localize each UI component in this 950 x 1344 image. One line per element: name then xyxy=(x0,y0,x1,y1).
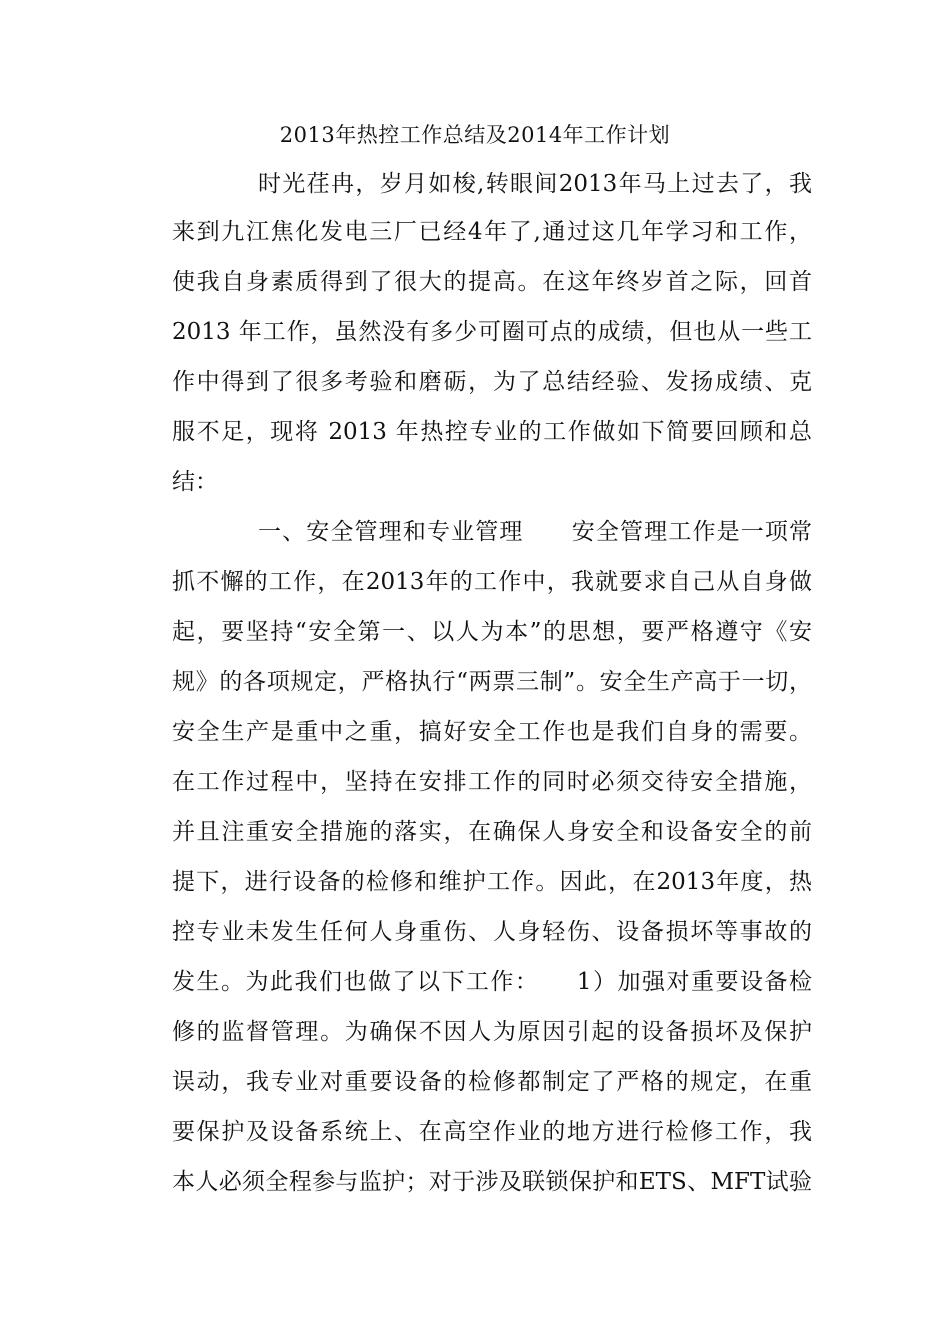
body-line: 2013 年工作，虽然没有多少可圈可点的成绩，但也从一些工 xyxy=(172,319,812,345)
body-line: 起，要坚持“安全第一、以人为本”的思想，要严格遵守《安 xyxy=(172,619,812,645)
body-line: 修的监督管理。为确保不因人为原因引起的设备损坏及保护 xyxy=(172,1019,812,1045)
body-line: 规》的各项规定，严格执行“两票三制”。安全生产高于一切， xyxy=(172,669,812,695)
body-line: 提下，进行设备的检修和维护工作。因此，在2013年度，热 xyxy=(172,869,812,895)
body-line: 结： xyxy=(172,469,218,495)
body-line: 安全生产是重中之重，搞好安全工作也是我们自身的需要。 xyxy=(172,719,812,745)
body-line: 服不足，现将 2013 年热控专业的工作做如下简要回顾和总 xyxy=(172,419,812,445)
body-line: 误动，我专业对重要设备的检修都制定了严格的规定，在重 xyxy=(172,1069,812,1095)
body-line: 在工作过程中，坚持在安排工作的同时必须交待安全措施， xyxy=(172,769,812,795)
body-line: 时光荏冉，岁月如梭,转眼间2013年马上过去了，我 xyxy=(258,171,812,197)
body-line: 来到九江焦化发电三厂已经4年了,通过这几年学习和工作， xyxy=(172,219,812,245)
body-line: 本人必须全程参与监护；对于涉及联锁保护和ETS、MFT试验 xyxy=(172,1169,812,1195)
document-title: 2013年热控工作总结及2014年工作计划 xyxy=(279,123,671,147)
body-line: 使我自身素质得到了很大的提高。在这年终岁首之际，回首 xyxy=(172,269,812,295)
section-heading-line: 一、安全管理和专业管理 安全管理工作是一项常 xyxy=(258,519,812,545)
body-line: 控专业未发生任何人身重伤、人身轻伤、设备损坏等事故的 xyxy=(172,919,812,945)
body-line: 作中得到了很多考验和磨砺，为了总结经验、发扬成绩、克 xyxy=(172,369,812,395)
body-line: 发生。为此我们也做了以下工作： 1）加强对重要设备检 xyxy=(172,969,812,995)
body-line: 抓不懈的工作，在2013年的工作中，我就要求自己从自身做 xyxy=(172,569,812,595)
body-line: 并且注重安全措施的落实，在确保人身安全和设备安全的前 xyxy=(172,819,812,845)
body-line: 要保护及设备系统上、在高空作业的地方进行检修工作，我 xyxy=(172,1119,812,1145)
